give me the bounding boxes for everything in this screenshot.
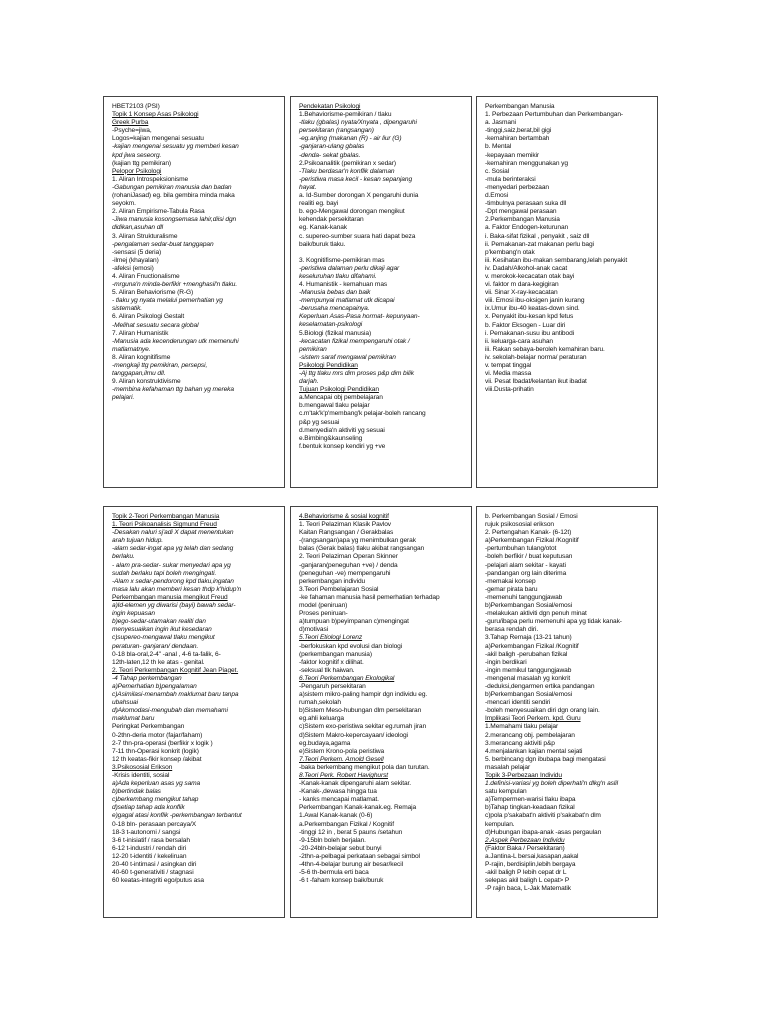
note-line: (rohaniJasad) eg. bila gembira minda maka: [112, 192, 235, 200]
note-line: -memenuhi tanggungjawab: [485, 593, 563, 601]
note-line: rujuk psikososial erikson: [485, 521, 554, 529]
note-line: Perkembangan Kanak-kanak.eg. Remaja: [299, 804, 417, 812]
note-line: 40-60 t-generativiti / stagnasi: [112, 869, 194, 877]
note-line: -(rangsangan)apa yg menimbulkan gerak: [299, 537, 416, 545]
note-line: masa lalu akan memberi kesan thdp k'hidup'n: [112, 585, 242, 593]
note-line: b)ego-sedar-utamakan realiti dan: [112, 618, 206, 626]
note-line: e)gagal atasi konflik -perkembangan terbantut: [112, 812, 242, 820]
note-line: c.m'tak'k'p'membang'k pelajar-boleh rancang: [299, 410, 426, 418]
note-line: sistematik.: [112, 305, 143, 313]
note-line: -ilmej (khayalan): [112, 256, 159, 264]
note-line: -denda- sekat gbalas.: [299, 151, 361, 159]
note-line: f.bentuk konsep kendiri yg +ve: [299, 442, 386, 450]
note-line: d)motivasi: [299, 626, 329, 634]
note-line: -memakai konsep: [485, 577, 536, 585]
note-line: 3.Teori Pembelajaran Sosial: [299, 585, 379, 593]
note-line: b)Tahap tingkan-keadaan fizikal: [485, 804, 575, 812]
note-line: a)Perkembangan Fizikal /Kognitif: [485, 537, 579, 545]
note-line: perkembangan individu: [299, 577, 366, 585]
note-line: 8.Teori Perk. Robert Havighurst: [299, 772, 389, 779]
note-line: 5.Biologi (fizikal manusia): [299, 329, 372, 337]
note-line: selepas akil baligh L cepat> P: [485, 877, 570, 885]
note-line: seyokm.: [112, 200, 136, 208]
note-line: sudah berlaku tapi boleh mengingati.: [112, 569, 217, 577]
note-line: masalah pelajar: [485, 763, 531, 771]
note-line: -kecacatan fizikal mempengaruhi otak /: [299, 337, 410, 345]
note-line: 9. Aliran konstruktivisme: [112, 378, 181, 386]
note-line: -faktor kognitif x dilihat.: [299, 658, 364, 666]
note-line: a.Mencapai obj pembelajaran: [299, 394, 383, 402]
note-line: -alam sedar-ingat apa yg telah dan sedang: [112, 545, 234, 553]
note-line: -ingin memikul tanggungjawab: [485, 666, 572, 674]
note-line: 4. Humanistik - kemahuan mas: [299, 280, 388, 288]
note-line: iii. Rakan sebaya-beroleh kemahiran baru.: [485, 345, 605, 353]
note-line: b)Perkembangan Sosial/emosi: [485, 691, 573, 699]
note-line: satu kempulan: [485, 788, 527, 796]
note-line: 3. Aliran Strukturalisme: [112, 232, 178, 240]
note-line: a)Id-elemen yg diwarisi (bayi) bawah sedar-: [112, 602, 236, 610]
note-line: P-rajin, berdisiplin,lebih bergaya: [485, 861, 576, 869]
note-line: 3-6 t-inisiatif / rasa bersalah: [112, 836, 190, 844]
note-line: - kanks mencapai matlamat.: [299, 796, 379, 804]
note-line: hayat.: [299, 183, 317, 191]
note-line: Tujuan Psikologi Pendidikan: [299, 386, 379, 394]
note-line: Perkembangan manusia mengikut Freud: [112, 593, 228, 601]
note-line: 7.Teori Perkem. Arnold Gesell: [299, 755, 384, 763]
note-line: -4thn-4-belajar burung air besar/kecil: [299, 861, 403, 869]
note-line: 2. Pertengahan Kanak- (6-12t): [485, 529, 572, 537]
note-line: 1. Aliran Introspeksionisme: [112, 175, 189, 183]
note-line: ix.Umur ibu-40 keatas-down sind.: [485, 305, 580, 313]
note-line: c)Sistem exo-peristiwa sekitar eg.rumah jiran: [299, 723, 427, 731]
note-line: 7. Aliran Humanistik: [112, 329, 169, 337]
note-line: -berusaha mencapainya.: [299, 305, 370, 313]
note-line: i. Baka-sifat fizikal , penyakit , saiz dll: [485, 232, 590, 240]
note-line: -kemahiran menggunakan yg: [485, 159, 568, 167]
note-line: b)Sistem Meso-hubungan dlm persekitaran: [299, 707, 422, 715]
note-line: matlamatnye.: [112, 345, 151, 353]
note-line: 2.Psikoanalitik (pemikiran x sedar): [299, 159, 396, 167]
note-line: 2. Aliran Empirisme-Tabula Rasa: [112, 208, 205, 216]
note-line: -Kanak-kanak dipengaruhi alam sekitar.: [299, 780, 412, 788]
note-line: 6-12 t-industri / rendah diri: [112, 844, 187, 852]
note-line: c. supereo-sumber suara hati dapat beza: [299, 232, 416, 240]
note-line: persekitaran (rangsangan): [299, 127, 374, 135]
notes-panel-5: [290, 506, 472, 918]
note-line: i. Pemakanan-susu ibu antibodi: [485, 329, 575, 337]
note-line: a)tumpuan b)peyimpanan c)mengingat: [299, 618, 409, 626]
note-line: a)sistem mikro-paling hampir dgn individu eg.: [299, 691, 428, 699]
note-line: -ganjaran(peneguhan +ve) / denda: [299, 561, 398, 569]
note-line: -ingin berdikari: [485, 658, 527, 666]
note-line: - alam pra-sedar- sukar menyedari apa yg: [112, 561, 231, 569]
note-line: d)Akomodasi-mengubah dan memahami: [112, 707, 228, 715]
note-line: -peristiwa masa kecil - kesan sepanjang: [299, 175, 413, 183]
note-line: -Manusia ada kecenderungan utk memenuhi: [112, 337, 239, 345]
note-line: -mrguna'n minda-berfikir +menghasil'n tlaku.: [112, 281, 238, 289]
note-line: kehendak persekitaran: [299, 216, 364, 224]
note-line: 4.Behaviorisme & sosial kognitif: [299, 513, 389, 520]
note-line: a)Pemerhatian b)pengalaman: [112, 682, 197, 690]
note-line: 60 keatas-integriti ego/putus asa: [112, 877, 205, 885]
note-line: -boleh berfikir / buat keputusan: [485, 553, 573, 561]
note-line: (peneguhan -ve) mempengaruhi: [299, 569, 391, 577]
notes-panel-3: [476, 96, 658, 488]
note-line: a. Jasmani: [485, 119, 516, 127]
note-line: Pendekatan Psikologi: [299, 103, 361, 110]
note-line: Topik 2-Teori Perkembangan Manusia: [112, 513, 220, 520]
note-line: 1. Perbezaan Pertumbuhan dan Perkembangan-: [485, 111, 624, 119]
note-line: ubahsuai: [112, 699, 138, 707]
note-line: Implikasi Teori Perkem. kpd. Guru: [485, 715, 581, 723]
note-line: HBET2103 (PSI): [112, 103, 160, 110]
note-line: -afeksi (emosi): [112, 264, 154, 272]
note-line: -Tlaku berdasar'n konflik dalaman: [299, 167, 395, 175]
note-line: eg.budaya,agama: [299, 739, 351, 747]
note-line: -20-24bln-belajar sebut bunyi: [299, 844, 382, 852]
note-line: d)Sistem Makro-kepercayaan/ ideologi: [299, 731, 408, 739]
note-line: Perkembangan Manusia: [485, 103, 555, 110]
note-line: b. Faktor Eksogen - Luar diri: [485, 321, 566, 329]
note-line: d.menyedia'n aktiviti yg sesuai: [299, 426, 385, 434]
note-line: x. Penyakit ibu-kesan kpd fetus: [485, 313, 574, 321]
note-line: viii. Emosi ibu-oksigen janin kurang: [485, 297, 585, 305]
note-line: -ganjaran-ulang gbalas: [299, 143, 365, 151]
note-line: vii. Pesat Ibadat/kelantan ikut ibadat: [485, 378, 587, 386]
note-line: -eg.anjing (makanan (R) - air liur (G): [299, 135, 402, 143]
note-line: -Dpt mengawal perasaan: [485, 208, 557, 216]
note-line: realiti eg. bayi: [299, 200, 339, 208]
note-line: berasa rendah diri.: [485, 626, 539, 634]
note-line: 2.merancang obj. pembelajaran: [485, 731, 575, 739]
note-line: -Melihat sesuatu secara global: [112, 321, 199, 329]
note-line: c)supereo-mengawal tlaku mengikut: [112, 634, 215, 642]
note-line: -Gabungan pemikiran manusia dan badan: [112, 183, 232, 191]
note-line: -guru/ibapa perlu memenuhi apa yg tidak kanak-: [485, 618, 622, 626]
note-line: 2.Aspek Perbezaan Individu: [485, 836, 565, 844]
note-line: -4 Tahap perkembangan: [112, 674, 182, 682]
note-line: (perkembangan manusia): [299, 650, 372, 658]
note-line: c. Sosial: [485, 167, 510, 175]
note-line: balas (Gerak balas) tlaku akibat rangsangan: [299, 545, 425, 553]
note-line: - tlaku yg nyata melalui pemerhatian yg: [112, 297, 223, 305]
note-line: -P rajin baca, L-Jak Matematik: [485, 885, 571, 893]
note-line: -membina kefahaman ttg bahan yg mereka: [112, 386, 234, 394]
note-line: Keperluan Asas-Pasa hormat- kepunyaan-: [299, 313, 420, 321]
note-line: ingin kepuasan: [112, 610, 155, 618]
note-line: v. merokok-kecacatan otak bayi: [485, 272, 575, 280]
note-line: maklumat baru: [112, 715, 155, 723]
note-line: -gemar pirata baru: [485, 585, 538, 593]
note-line: 1.Memahami tlaku pelajar: [485, 723, 559, 731]
note-line: -pengalaman sedar-buat tanggapan: [112, 240, 214, 248]
note-line: -mencari identiti sendiri: [485, 699, 551, 707]
note-line: 3.Tahap Remaja (13-21 tahun): [485, 634, 572, 642]
note-line: -mengenal masalah yg konkrit: [485, 674, 571, 682]
note-line: darjah.: [299, 378, 319, 386]
note-line: 8. Aliran kognitifisme: [112, 353, 171, 361]
note-line: -baka berkembang mengikut pola dan turutan.: [299, 763, 430, 771]
note-line: a. Id-Sumber dorongan X pengaruhi dunia: [299, 192, 419, 200]
note-line: -akil baligh -perubahan fizikal: [485, 650, 568, 658]
note-line: d)Hubungan ibapa-anak -asas pergaulan: [485, 828, 602, 836]
note-line: 0-18 bla-oral,2-4" -anal , 4-6 ta-falik, 6-: [112, 650, 221, 658]
note-line: -2thn-a-pelbagai perkataan sebagai simbol: [299, 852, 420, 860]
note-line: eg.ahli keluarga: [299, 715, 344, 723]
note-line: 1.definisi-variasi yg boleh diperhati'n dlkg'n aslil: [485, 780, 618, 788]
note-line: 12 th keatas-fikir konsep /akibat: [112, 755, 202, 763]
note-line: Logos=kajian mengenai sesuatu: [112, 135, 204, 143]
note-line: vi. Media massa: [485, 370, 532, 378]
note-line: e)Sistem Krono-pola peristiwa: [299, 747, 385, 755]
note-line: 4. Aliran Fnuctionalisme: [112, 272, 180, 280]
note-line: a.Jantina-L bersai,kasapan,aakal: [485, 852, 579, 860]
note-line: c)pola p'sakabat'n aktiviti p'sakabat'n dlm: [485, 812, 601, 820]
note-line: a)Perkembangan Fizikal /Kognitif: [485, 642, 579, 650]
note-line: iii. Kesihatan ibu-makan sembarang,lelah penyakit: [485, 256, 628, 264]
note-line: pelajari.: [112, 394, 135, 402]
note-line: 6. Aliran Psikologi Gestalt: [112, 313, 185, 321]
note-line: -tlaku (gbalas) nyata/Xnyata , dipengaruhi: [299, 119, 417, 127]
note-line: menyesuaikan ingin ikut kesedaran: [112, 626, 212, 634]
note-line: b)Perkembangan Sosial/emosi: [485, 602, 573, 610]
note-line: -9-15bln boleh berjalan.: [299, 836, 366, 844]
note-line: -kemahiran bertambah: [485, 135, 550, 143]
note-line: berlaku.: [112, 553, 135, 561]
note-line: 5.Teori Etiologi Lorenz: [299, 634, 363, 642]
note-line: 3.merancang aktiviti p&p: [485, 739, 555, 747]
note-line: -Kanak-,dewasa hingga tua: [299, 788, 377, 796]
note-line: 1. Teori Pelaziman Klasik Pavlov: [299, 521, 391, 529]
note-line: a. Faktor Endogen-keturunan: [485, 224, 569, 232]
note-line: kempulan.: [485, 820, 515, 828]
note-line: peraturan- ganjaran/ dendaan.: [112, 642, 199, 650]
note-line: ii. Pemakanan-zat makanan perlu bagi: [485, 240, 594, 248]
note-line: d)setiap tahap ada konflik: [112, 804, 185, 812]
note-line: Psikologi Pendidikan: [299, 361, 358, 369]
note-line: (Faktor Baka / Persekitaran): [485, 844, 565, 852]
note-line: iv. sekolah-belajar norma/ peraturan: [485, 353, 587, 361]
note-line: -mula berinteraksi: [485, 175, 536, 183]
note-line: vi. faktor m dara-kegigiran: [485, 281, 559, 289]
note-line: -mengkaji ttg pemikiran, persepsi,: [112, 362, 208, 369]
note-line: p'kembang'n otak: [485, 248, 535, 256]
note-line: -menyedari perbezaan: [485, 183, 549, 191]
note-line: b. ego-Mengawal dorongan mengikut: [299, 208, 405, 216]
note-line: -seksual tlk haiwan.: [299, 666, 355, 674]
notes-panel-1: [103, 96, 285, 488]
note-line: Proses peniruan-: [299, 610, 348, 618]
note-line: -Pengaruh persekitaran: [299, 682, 366, 690]
note-line: v. tempat tinggal: [485, 362, 532, 369]
note-line: keselamatan-psikologi: [299, 321, 363, 329]
note-line: -ke fahaman manusia hasil pemerhatian terhadap: [299, 593, 440, 601]
notes-panel-2: [290, 96, 472, 488]
note-line: 4.menjalankan kajian mental sejati: [485, 747, 583, 755]
note-line: Pelopor Psikologi: [112, 167, 162, 175]
note-line: 2. Teori Perkembangan Kognitif Jean Piaget.: [112, 666, 239, 674]
note-line: 3. Kognitifisme-pemikiran mas: [299, 256, 385, 264]
note-line: -Krisis identiti, sosial: [112, 772, 170, 779]
note-line: (kajian ttg pemikiran): [112, 159, 171, 167]
note-line: p&p yg sesuai: [299, 418, 340, 426]
note-line: -melakukan aktiviti dgn penuh minat: [485, 610, 587, 618]
note-line: a)Tempermen-warisi tlaku ibapa: [485, 796, 576, 804]
note-line: b. Perkembangan Sosial / Emosi: [485, 513, 578, 520]
note-line: a.Perkembangan Fizikal / Kognitif: [299, 820, 394, 828]
note-line: -kepayaan memikir: [485, 151, 539, 159]
note-line: -sistem saraf mengawal pemikiran: [299, 353, 396, 361]
note-line: didikan,asuhan dll: [112, 224, 163, 232]
note-line: ii. keluarga-cara asuhan: [485, 337, 553, 345]
note-line: -timbulnya perasaan suka dll: [485, 200, 567, 208]
note-line: Topik 3-Perbezaan Individu: [485, 772, 562, 779]
note-line: 5. berbincang dgn ibubapa bagi mengatasi: [485, 755, 606, 763]
note-line: keseluruhan tlaku difahami.: [299, 272, 377, 280]
note-line: a)Ada keperluan asas yg sama: [112, 780, 201, 788]
note-line: Peringkat Perkembangan: [112, 723, 185, 731]
note-line: kpd jiwa seseorg.: [112, 151, 162, 159]
note-line: c)Asimilasi-menambah maklumat baru tanpa: [112, 691, 239, 699]
note-line: -pelajari alam sekitar - kayati: [485, 561, 566, 569]
note-line: -sensasi (5 deria): [112, 248, 162, 256]
note-line: -Desakan naluri sj'adi X dapat menentukan: [112, 529, 234, 537]
note-line: 5. Aliran Behaviorisme (R-G): [112, 289, 194, 297]
note-line: b.mengawal tlaku pelajar: [299, 402, 370, 410]
note-line: model (peniruan): [299, 602, 348, 610]
note-line: -6 t -faham konsep baik/buruk: [299, 877, 384, 885]
note-line: 7-11 thn-Operasi konkrit (logik): [112, 747, 199, 755]
note-line: -tinggi,saiz,berat,bil gigi: [485, 127, 552, 135]
note-line: -Jiwa manusia kosongsemasa lahir,diisi dgn: [112, 216, 237, 224]
note-line: -Psyche=jiwa,: [112, 127, 152, 135]
note-line: iv. Dadah/Alkohol-anak cacat: [485, 264, 568, 272]
note-line: 1. Teori Psikoanalisis Sigmund Freud: [112, 521, 217, 529]
note-line: vii. Sinar X-ray-kecacatan: [485, 289, 558, 297]
note-line: d.Emosi: [485, 192, 509, 200]
note-line: c)berkembang mengikut tahap: [112, 796, 199, 804]
note-line: 12th-laten,12 th ke atas - genital.: [112, 658, 205, 666]
note-line: viii.Dusta-prihatin: [485, 386, 534, 394]
note-line: -kajian mengenai sesuatu yg memberi kesan: [112, 143, 239, 151]
note-line: -berfokuskan kpd evolusi dan biologi: [299, 642, 403, 650]
note-line: -peristiwa dalaman perlu dikaji agar: [299, 264, 400, 272]
note-line: 2. Teori Pelaziman Operan Skinner: [299, 553, 398, 561]
note-line: rumah,sekolah: [299, 699, 341, 707]
note-line: -mempunyai matlamat utk dicapai: [299, 297, 395, 305]
note-line: Greek Purba: [112, 119, 149, 127]
note-line: tanggapan,ilmu dll.: [112, 370, 166, 378]
note-line: -Manusia bebas dan baik: [299, 289, 371, 297]
note-line: [299, 249, 465, 257]
note-line: 12-20 t-identiti / kekeliruan: [112, 852, 187, 860]
notes-panel-6: [476, 506, 658, 918]
note-line: 18-3 t-autonomi / sangsi: [112, 828, 181, 836]
note-line: 2-7 thn-pra-operasi (berfikir x logik ): [112, 739, 213, 747]
note-line: Kaitan Rangsangan / Gerakbalas: [299, 529, 394, 537]
note-line: -boleh menyesuaikan diri dgn orang lain.: [485, 707, 600, 715]
note-line: 3.Psikososial Erikson: [112, 763, 173, 771]
note-line: arah tujuan hidup.: [112, 537, 163, 545]
note-line: -Alam x sedar-pendorong kpd tlaku,ingatan: [112, 577, 234, 585]
note-line: b)bertindak balas: [112, 788, 161, 796]
note-line: pemikiran: [299, 345, 327, 353]
note-line: -akil baligh P lebih cepat dr L: [485, 869, 567, 877]
note-line: e.Bimbing&kaunseling: [299, 434, 363, 442]
note-line: eg. Kanak-kanak: [299, 224, 347, 232]
notes-panel-4: [103, 506, 285, 918]
note-line: 1.Awal Kanak-kanak (0-6): [299, 812, 373, 820]
note-line: -Aj ttg tlaku mrs dim proses p&p dim bilik: [299, 370, 414, 377]
note-line: 20-40 t-intimasi / asingkan diri: [112, 861, 197, 869]
note-line: -5-6 th-bermula erti baca: [299, 869, 369, 877]
note-line: -deduksi,dengarmen ertika pandangan: [485, 682, 595, 690]
note-line: 1.Behaviorisme-pemikiran / tlaku: [299, 111, 392, 119]
note-line: Topik 1 Konsep Asas Psikologi: [112, 111, 199, 119]
note-line: 2.Perkembangan Manusia: [485, 216, 560, 224]
note-line: baik/buruk tlaku.: [299, 240, 346, 248]
note-line: 0-2thn-deria motor (fajar/faham): [112, 731, 203, 739]
note-line: -tinggi 12 in , berat 5 pauns /setahun: [299, 828, 403, 836]
note-line: b. Mental: [485, 143, 512, 151]
note-line: 6.Teori Perkembangan Ekologikal: [299, 674, 395, 682]
note-line: 0-18 bln- perasaan percaya/X: [112, 820, 197, 828]
note-line: -pertumbuhan tulang/otot: [485, 545, 557, 553]
note-line: -pandangan org lain diterima: [485, 569, 567, 577]
